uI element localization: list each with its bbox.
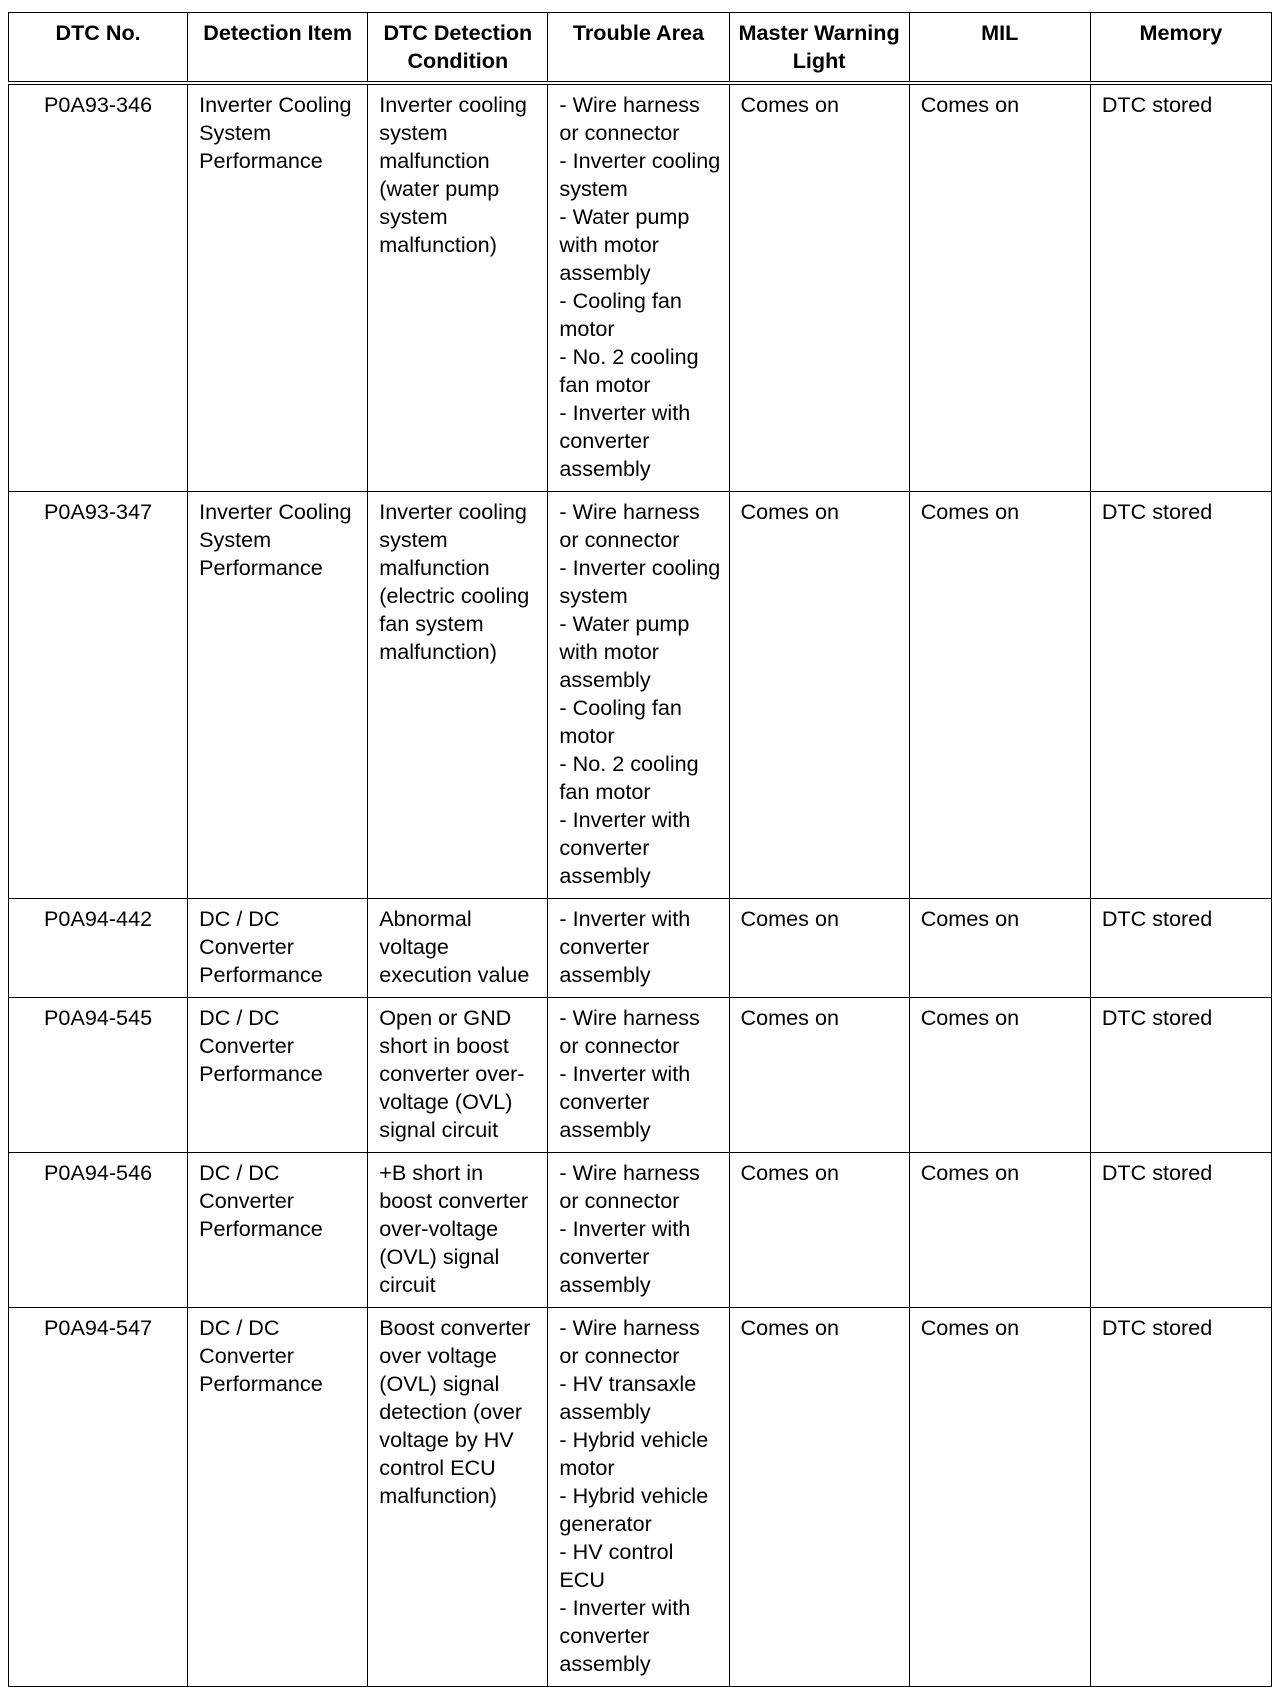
trouble-area-item: - HV transaxle assembly <box>559 1371 697 1424</box>
trouble-area-item: - Wire harness or connector <box>559 499 700 552</box>
header-row <box>9 13 1272 84</box>
master-warning-light: Comes on <box>729 492 909 899</box>
trouble-area-item: - Inverter with converter assembly <box>559 400 691 481</box>
memory-status: DTC stored <box>1090 492 1271 899</box>
detection-item: Inverter Cooling System Performance <box>188 83 368 492</box>
detection-condition: Boost converter over voltage (OVL) signal detection (over voltage by HV control ECU malfunction) <box>368 1308 548 1687</box>
header-trouble-area: Trouble Area <box>548 13 729 84</box>
trouble-area-item: - Inverter with converter assembly <box>559 1216 691 1297</box>
trouble-area-item: - HV control ECU <box>559 1539 674 1592</box>
detection-item: DC / DC Converter Performance <box>188 998 368 1153</box>
detection-item: DC / DC Converter Performance <box>188 1308 368 1687</box>
table-row <box>9 998 1272 1153</box>
dtc-table <box>8 12 1272 1687</box>
memory-status: DTC stored <box>1090 899 1271 998</box>
detection-item: DC / DC Converter Performance <box>188 899 368 998</box>
header-detection-condition: DTC Detection Condition <box>368 13 548 84</box>
trouble-area-item: - Inverter with converter assembly <box>559 906 691 987</box>
detection-condition: Inverter cooling system malfunction (water pump system malfunction) <box>368 83 548 492</box>
trouble-area-item: - Inverter cooling system <box>559 555 721 608</box>
master-warning-light: Comes on <box>729 1153 909 1308</box>
detection-condition: Abnormal voltage execution value <box>368 899 548 998</box>
table-row <box>9 1308 1272 1687</box>
trouble-area-item: - Wire harness or connector <box>559 1160 700 1213</box>
trouble-area-item: - Inverter with converter assembly <box>559 807 691 888</box>
master-warning-light: Comes on <box>729 1308 909 1687</box>
header-detection-item: Detection Item <box>188 13 368 84</box>
master-warning-light: Comes on <box>729 83 909 492</box>
trouble-area-item: - Cooling fan motor <box>559 695 682 748</box>
dtc-number: P0A93-347 <box>9 492 188 899</box>
trouble-area-item: - Inverter cooling system <box>559 148 721 201</box>
dtc-number: P0A93-346 <box>9 83 188 492</box>
dtc-number: P0A94-546 <box>9 1153 188 1308</box>
trouble-area-item: - Cooling fan motor <box>559 288 682 341</box>
trouble-area-item: - Inverter with converter assembly <box>559 1061 691 1142</box>
master-warning-light: Comes on <box>729 998 909 1153</box>
trouble-area-item: - No. 2 cooling fan motor <box>559 751 699 804</box>
trouble-area-item: - Wire harness or connector <box>559 92 700 145</box>
memory-status: DTC stored <box>1090 998 1271 1153</box>
header-master-warning-light: Master Warning Light <box>729 13 909 84</box>
trouble-area <box>548 899 729 998</box>
trouble-area-item: - Hybrid vehicle motor <box>559 1427 709 1480</box>
trouble-area-item: - Wire harness or connector <box>559 1315 700 1368</box>
dtc-number: P0A94-545 <box>9 998 188 1153</box>
header-mil: MIL <box>909 13 1090 84</box>
detection-item: DC / DC Converter Performance <box>188 1153 368 1308</box>
table-header <box>9 13 1272 84</box>
trouble-area <box>548 1153 729 1308</box>
memory-status: DTC stored <box>1090 83 1271 492</box>
memory-status: DTC stored <box>1090 1153 1271 1308</box>
mil-status: Comes on <box>909 1308 1090 1687</box>
table-body <box>9 83 1272 1687</box>
mil-status: Comes on <box>909 998 1090 1153</box>
dtc-number: P0A94-442 <box>9 899 188 998</box>
table-row <box>9 899 1272 998</box>
master-warning-light: Comes on <box>729 899 909 998</box>
header-memory: Memory <box>1090 13 1271 84</box>
mil-status: Comes on <box>909 83 1090 492</box>
mil-status: Comes on <box>909 1153 1090 1308</box>
memory-status: DTC stored <box>1090 1308 1271 1687</box>
trouble-area-item: - Water pump with motor assembly <box>559 204 690 285</box>
mil-status: Comes on <box>909 899 1090 998</box>
trouble-area <box>548 1308 729 1687</box>
trouble-area-item: - Inverter with converter assembly <box>559 1595 691 1676</box>
mil-status: Comes on <box>909 492 1090 899</box>
trouble-area-item: - No. 2 cooling fan motor <box>559 344 699 397</box>
detection-condition: Open or GND short in boost converter over-voltage (OVL) signal circuit <box>368 998 548 1153</box>
trouble-area-item: - Hybrid vehicle generator <box>559 1483 709 1536</box>
detection-condition: Inverter cooling system malfunction (electric cooling fan system malfunction) <box>368 492 548 899</box>
trouble-area <box>548 83 729 492</box>
table-row <box>9 1153 1272 1308</box>
trouble-area-item: - Wire harness or connector <box>559 1005 700 1058</box>
header-dtc-no: DTC No. <box>9 13 188 84</box>
table-row <box>9 83 1272 492</box>
trouble-area-item: - Water pump with motor assembly <box>559 611 690 692</box>
trouble-area <box>548 998 729 1153</box>
detection-item: Inverter Cooling System Performance <box>188 492 368 899</box>
detection-condition: +B short in boost converter over-voltage (OVL) signal circuit <box>368 1153 548 1308</box>
table-row <box>9 492 1272 899</box>
trouble-area <box>548 492 729 899</box>
dtc-number: P0A94-547 <box>9 1308 188 1687</box>
